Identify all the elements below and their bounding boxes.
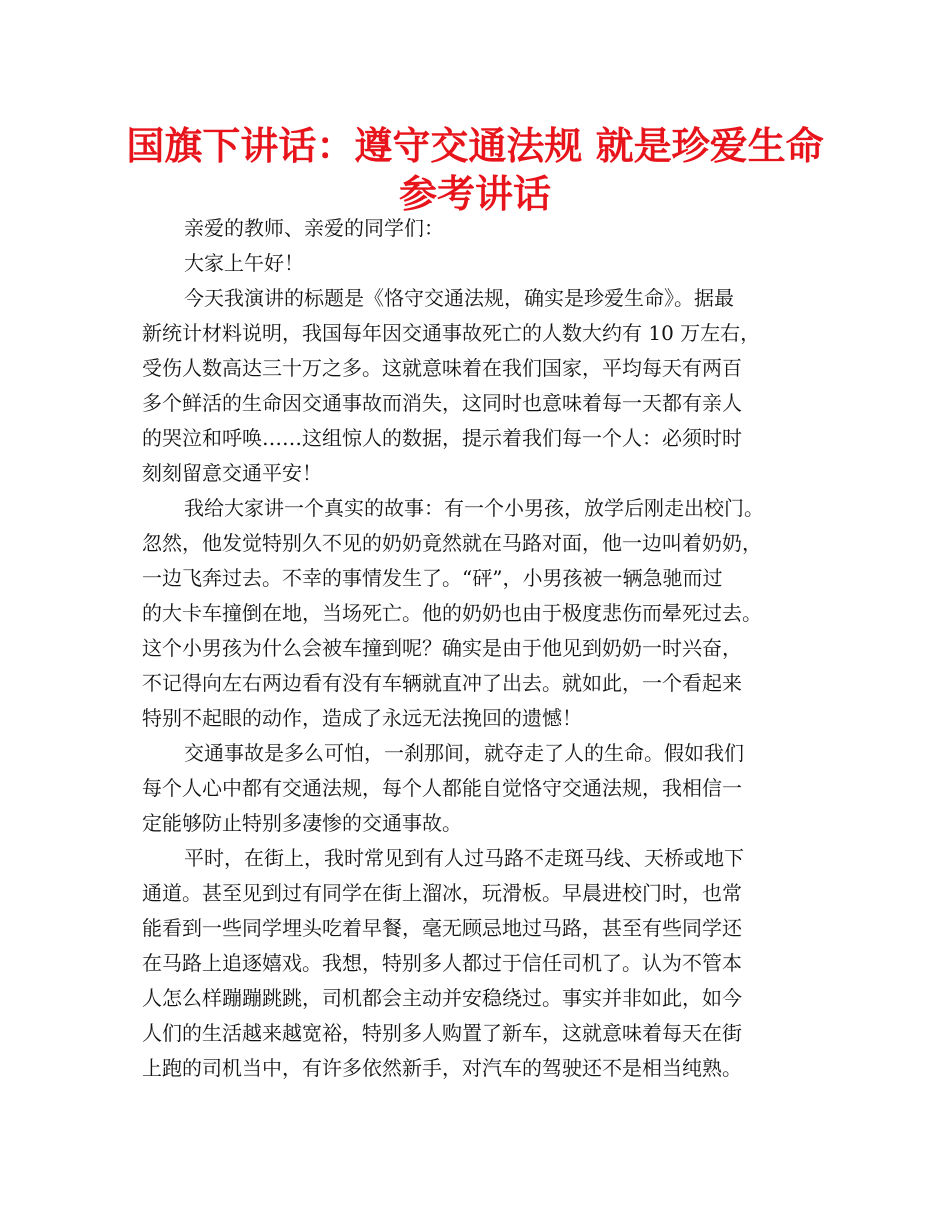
paragraph-line: 通道。甚至见到过有同学在街上溜冰，玩滑板。早晨进校门时，也常 (142, 881, 742, 905)
paragraph-line: 今天我演讲的标题是《恪守交通法规，确实是珍爱生命》。据最 (184, 286, 734, 310)
paragraph-greeting (142, 246, 832, 281)
document-title-line-2: 参考讲话 (398, 172, 551, 216)
paragraph-line: 多个鲜活的生命因交通事故而消失，这同时也意味着每一天都有亲人 (142, 391, 742, 415)
paragraph-line: 人们的生活越来越宽裕，特别多人购置了新车，这就意味着每天在街 (142, 1021, 742, 1045)
paragraph-line: 新统计材料说明，我国每年因交通事故死亡的人数大约有 10 万左右， (142, 321, 761, 345)
paragraph-line: 上跑的司机当中，有许多依然新手，对汽车的驾驶还不是相当纯熟。 (142, 1056, 742, 1080)
document-body (142, 211, 832, 1086)
paragraph-observations (142, 841, 832, 1086)
paragraph-story (142, 491, 832, 736)
paragraph-line: 的大卡车撞倒在地，当场死亡。他的奶奶也由于极度悲伤而晕死过去。 (142, 601, 762, 625)
paragraph-accidents (142, 736, 832, 841)
paragraph-line: 大家上午好！ (184, 251, 304, 275)
paragraph-line: 的哭泣和呼唤……这组惊人的数据，提示着我们每一个人：必须时时 (142, 426, 742, 450)
paragraph-line: 不记得向左右两边看有没有车辆就直冲了出去。就如此，一个看起来 (142, 671, 742, 695)
document-title-line-1: 国旗下讲话：遵守交通法规 就是珍爱生命 (126, 124, 824, 168)
paragraph-line: 定能够防止特别多凄惨的交通事故。 (142, 811, 462, 835)
paragraph-line: 我给大家讲一个真实的故事：有一个小男孩，放学后刚走出校门。 (184, 496, 764, 520)
paragraph-line: 平时，在街上，我时常见到有人过马路不走斑马线、天桥或地下 (184, 846, 744, 870)
paragraph-line: 这个小男孩为什么会被车撞到呢？确实是由于他见到奶奶一时兴奋， (142, 636, 742, 660)
paragraph-salutation (142, 211, 832, 246)
paragraph-line: 刻刻留意交通平安！ (142, 461, 322, 485)
paragraph-intro (142, 281, 832, 491)
paragraph-line: 忽然，他发觉特别久不见的奶奶竟然就在马路对面，他一边叫着奶奶， (142, 531, 762, 555)
paragraph-line: 在马路上追逐嬉戏。我想，特别多人都过于信任司机了。认为不管本 (142, 951, 742, 975)
paragraph-line: 受伤人数高达三十万之多。这就意味着在我们国家，平均每天有两百 (142, 356, 742, 380)
paragraph-line: 一边飞奔过去。不幸的事情发生了。“砰”，小男孩被一辆急驰而过 (142, 566, 723, 590)
paragraph-line: 能看到一些同学埋头吃着早餐，毫无顾忌地过马路，甚至有些同学还 (142, 916, 742, 940)
paragraph-line: 人怎么样蹦蹦跳跳，司机都会主动并安稳绕过。事实并非如此，如今 (142, 986, 742, 1010)
paragraph-line: 交通事故是多么可怕，一刹那间，就夺走了人的生命。假如我们 (184, 741, 744, 765)
paragraph-line: 每个人心中都有交通法规，每个人都能自觉恪守交通法规，我相信一 (142, 776, 742, 800)
paragraph-line: 亲爱的教师、亲爱的同学们： (184, 216, 444, 240)
paragraph-line: 特别不起眼的动作，造成了永远无法挽回的遗憾！ (142, 706, 582, 730)
